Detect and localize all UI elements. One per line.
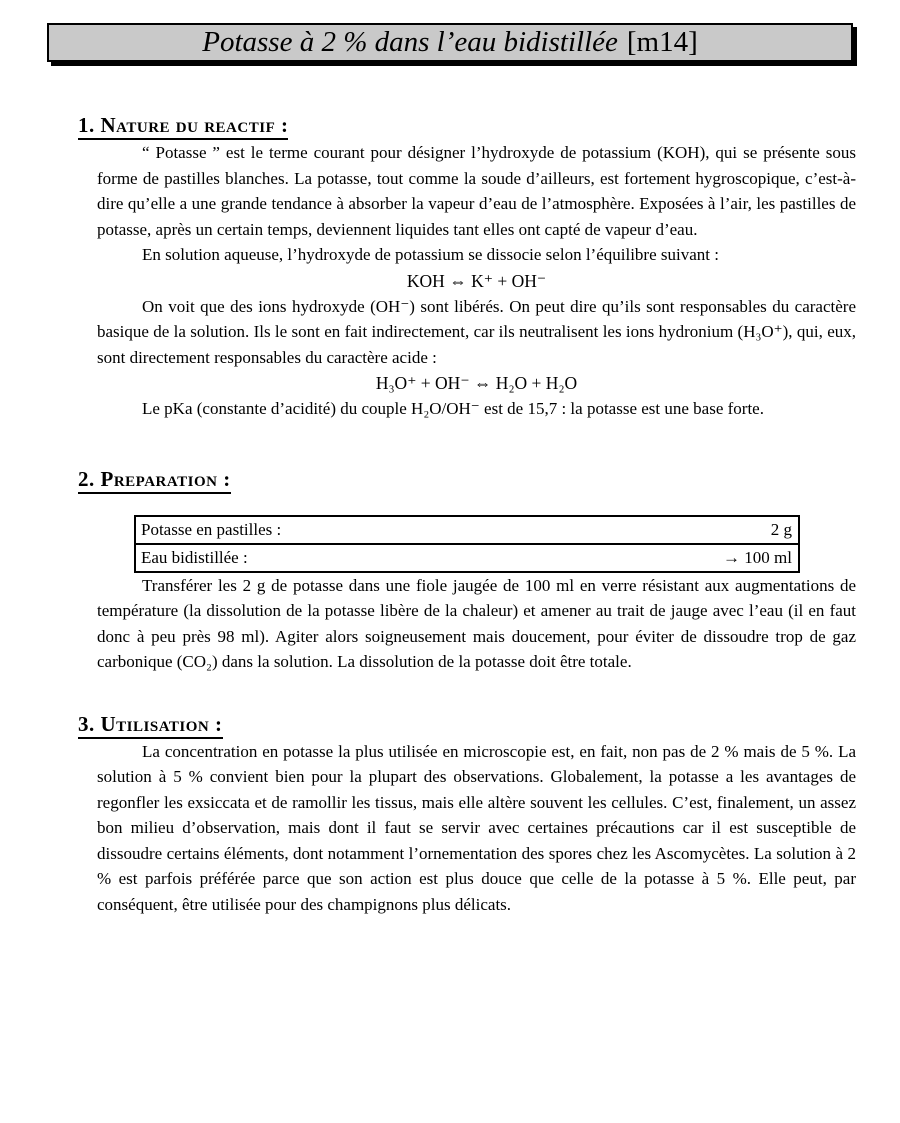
paragraph-dissociation-intro: En solution aqueuse, l’hydroxyde de potassium se dissocie selon l’équilibre suivant :: [142, 245, 719, 264]
section-heading-preparation: [78, 466, 856, 494]
paragraph-hydroxyde-ions: On voit que des ions hydroxyde (OH⁻) sont libérés. On peut dire qu’ils sont responsables du caractère basique de la solution. Ils le sont en fait indirectement, car ils neutralisent les ions hydronium (H₃O⁺), qui, eux, sont directement responsables du caractère acide :: [97, 296, 856, 367]
section-heading-nature-du-reactif: [78, 112, 856, 140]
chemical-equation-koh-dissociation: KOH ⇔ K⁺ + OH⁻: [406, 270, 547, 291]
page-title-reference-code: [m14]: [626, 26, 698, 58]
section-heading-label: 1. Nature du reactif :: [78, 112, 288, 140]
reagent-label: Potasse en pastilles :: [141, 519, 282, 539]
paragraph-potasse-definition: “ Potasse ” est le terme courant pour désigner l’hydroxyde de potassium (KOH), qui se présente sous forme de pastilles blanches. La potasse, tout comme la soude d’ailleurs, est fortement hygroscopique, c’est-à-dire qu’elle a une grande tendance à absorber la vapeur d’eau de l’atmosphère. Exposées à l’air, les pastilles de potasse, après un certain temps, deviennent liquides tant elles ont capté de vapeur d’eau.: [97, 143, 856, 239]
section-heading-label: 2. Preparation :: [78, 466, 231, 494]
page-title-main: Potasse à 2 % dans l’eau bidistillée: [202, 26, 618, 58]
paragraph-utilisation: La concentration en potasse la plus utilisée en microscopie est, en fait, non pas de 2 % mais de 5 %. La solution à 5 % convient bien pour la plupart des observations. Globalement, la potasse a les avantages de regonfler les exsiccata et de ramollir les tissus, mais elle altère souvent les cellules. C’est, finalement, un assez bon milieu d’observation, mais dont il faut se servir avec certaines précautions car il est susceptible de dissoudre certains éléments, dont notamment l’ornementation des spores chez les Ascomycètes. La solution à 2 % est parfois préférée parce que son action est plus douce que celle de la potasse à 5 %. Elle peut, par conséquent, être utilisée pour des champignons plus délicats.: [97, 741, 856, 914]
document-body: [78, 112, 856, 917]
paragraph-pka: Le pKa (constante d’acidité) du couple H₂O/OH⁻ est de 15,7 : la potasse est une base forte.: [142, 399, 764, 418]
table-row-eau-bidistillee: [136, 543, 798, 571]
paragraph-preparation-instructions: Transférer les 2 g de potasse dans une fiole jaugée de 100 ml en verre résistant aux augmentations de température (la dissolution de la potasse libère de la chaleur) et amener au trait de jauge avec l’eau (il en faut donc à peu près 98 ml). Agiter alors soigneusement mais doucement, pour éviter de dissoudre trop de gaz carbonique (CO₂) dans la solution. La dissolution de la potasse doit être totale.: [97, 575, 856, 671]
chemical-equation-neutralisation: H₃O⁺ + OH⁻ ⇔ H₂O + H₂O: [375, 373, 578, 393]
title-banner: [47, 23, 853, 62]
page-title: [202, 25, 698, 60]
table-row-potasse: [136, 517, 798, 543]
reagent-table: [134, 515, 800, 573]
section-heading-utilisation: [78, 711, 856, 739]
reagent-label: Eau bidistillée :: [141, 547, 248, 567]
reagent-quantity: 2 g: [770, 519, 792, 539]
reagent-quantity: → 100 ml: [723, 547, 792, 567]
section-heading-label: 3. Utilisation :: [78, 711, 223, 739]
